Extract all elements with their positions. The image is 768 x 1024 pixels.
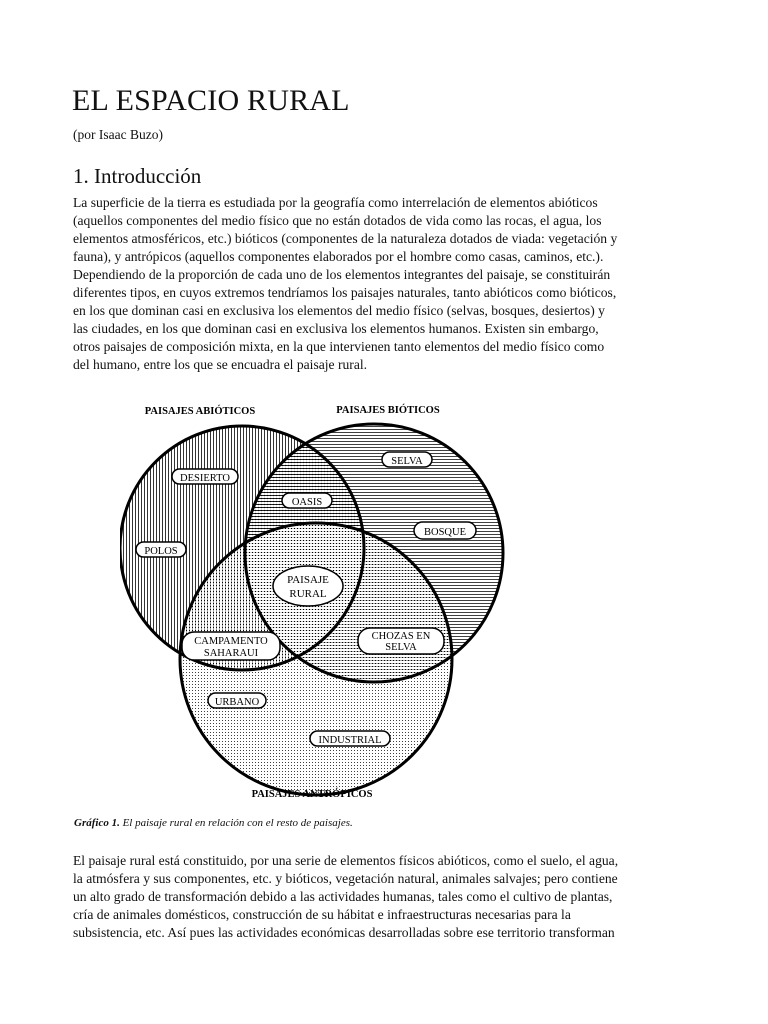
region-label: OASIS <box>291 497 323 508</box>
region-label: CAMPAMENTO <box>194 636 268 647</box>
region-campamento-saharaui <box>182 632 280 660</box>
text-line: elementos atmosféricos, etc.) bióticos (componentes de la naturaleza dotados de viada: vegetación y <box>73 231 618 246</box>
text-line: El paisaje rural está constituido, por una serie de elementos físicos abióticos, como el suelo, el agua, <box>73 853 619 868</box>
region-paisaje-rural <box>273 566 343 606</box>
text-line: subsistencia, etc. Así pues las actividades económicas desarrolladas sobre ese territorio transforman <box>73 925 615 940</box>
text-line: las ciudades, en los que dominan casi en exclusiva los elementos humanos. Existen sin embargo, <box>73 321 599 336</box>
region-industrial <box>310 731 390 746</box>
region-label: BOSQUE <box>423 527 467 538</box>
text-line: cría de animales domésticos, construcción de su hábitat e infraestructuras necesarias para la <box>73 907 571 922</box>
caption-label: Gráfico 1. <box>74 817 120 829</box>
region-label: POLOS <box>144 546 178 557</box>
page-title: EL ESPACIO RURAL <box>72 84 350 117</box>
text-line: del humano, entre los que se encuadra el paisaje rural. <box>73 357 368 372</box>
text-line: diferentes tipos, en cuyos extremos tendríamos los paisajes naturales, tanto abióticos como bióticos, <box>73 285 617 300</box>
region-label: DESIERTO <box>180 473 230 484</box>
text-line: fauna), y antrópicos (aquellos componentes elaborados por el hombre como casas, caminos, etc.). <box>73 249 604 264</box>
label-paisajes-antropicos: PAISAJES ANTRÓPICOS <box>251 789 373 800</box>
region-polos <box>136 542 186 557</box>
region-label: SELVA <box>391 456 423 467</box>
text-line: La superficie de la tierra es estudiada por la geografía como interrelación de elementos abióticos <box>73 195 598 210</box>
text-line: un alto grado de transformación debido a las actividades humanas, tales como el cultivo de plantas, <box>73 889 613 904</box>
caption-text: El paisaje rural en relación con el resto de paisajes. <box>119 817 353 829</box>
region-label: SAHARAUI <box>203 648 259 659</box>
region-label: SELVA <box>385 642 417 653</box>
section-heading: 1. Introducción <box>73 164 202 188</box>
region-label: RURAL <box>289 588 327 600</box>
region-label: PAISAJE <box>287 574 329 586</box>
region-selva <box>382 452 432 467</box>
text-line: Dependiendo de la proporción de cada uno de los elementos integrantes del paisaje, se constituirán <box>73 267 611 282</box>
region-bosque <box>414 522 476 539</box>
text-line: otros paisajes de composición mixta, en la que intervienen tanto elementos del medio físico como <box>73 339 605 354</box>
venn-diagram <box>120 396 520 806</box>
region-oasis <box>282 493 332 508</box>
region-label: CHOZAS EN <box>371 631 431 642</box>
text-line: la atmósfera y sus componentes, etc. y bióticos, vegetación natural, animales salvajes; pero contiene <box>73 871 618 886</box>
intro-paragraph <box>73 194 697 374</box>
region-urbano <box>208 693 266 708</box>
author-byline: (por Isaac Buzo) <box>73 127 163 142</box>
region-desierto <box>172 469 238 484</box>
label-paisajes-bioticos: PAISAJES BIÓTICOS <box>336 405 440 416</box>
region-label: URBANO <box>214 697 260 708</box>
region-label: INDUSTRIAL <box>318 735 382 746</box>
figure-caption <box>74 817 353 829</box>
label-paisajes-abioticos: PAISAJES ABIÓTICOS <box>144 406 256 417</box>
text-line: en los que dominan casi en exclusiva los elementos del medio físico (selvas, bosques, desiertos) y <box>73 303 605 318</box>
text-line: (aquellos componentes del medio físico que no están dotados de vida como las rocas, el agua, los <box>73 213 602 228</box>
body-paragraph <box>73 852 697 942</box>
region-chozas-en-selva <box>358 628 444 654</box>
